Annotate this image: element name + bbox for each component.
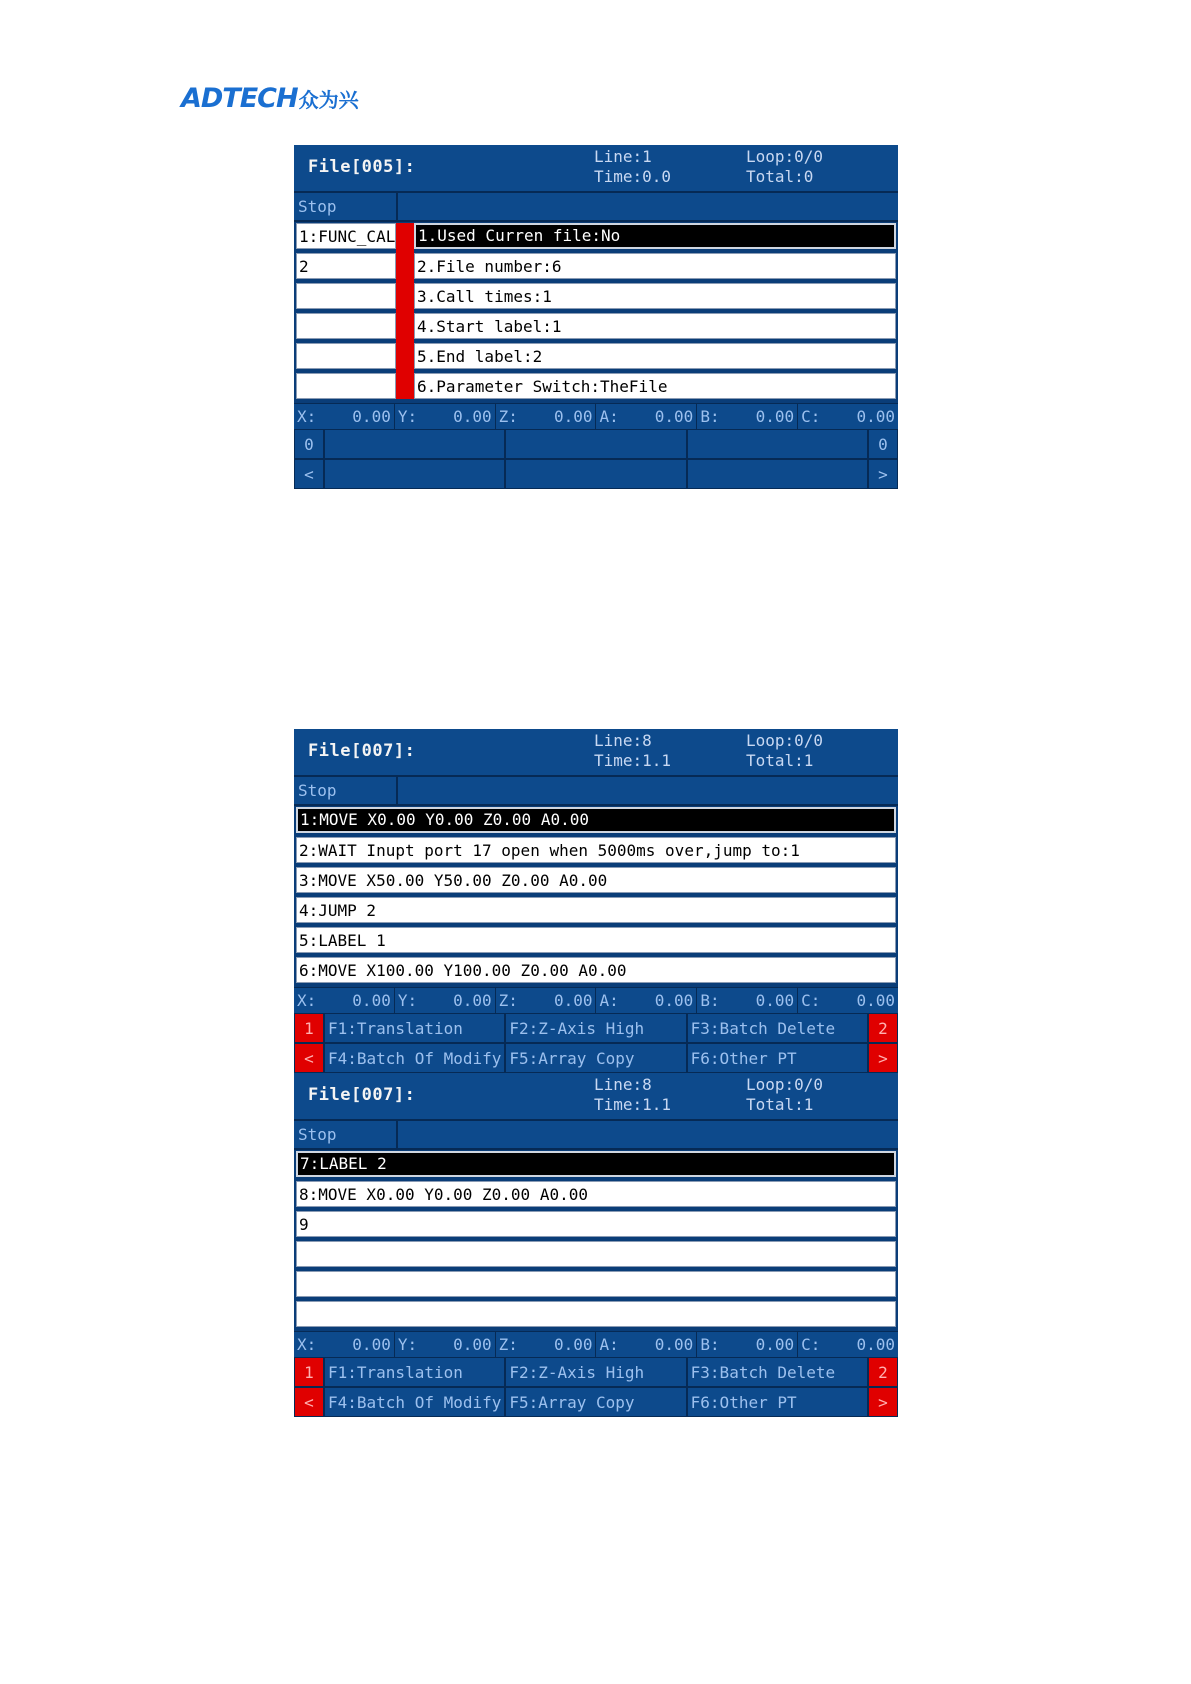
controller-screen-file-007-page-1	[294, 729, 898, 1073]
parameter-field[interactable]: 6.Parameter Switch:TheFile	[414, 373, 896, 399]
status-bar	[294, 777, 898, 806]
program-line[interactable]: 3:MOVE X50.00 Y50.00 Z0.00 A0.00	[296, 867, 896, 893]
next-page-icon[interactable]: >	[868, 1043, 898, 1073]
axis-b: B: 0.00	[697, 404, 798, 429]
controller-screen-file-007-page-2	[294, 1073, 898, 1417]
function-key[interactable]	[324, 459, 505, 489]
axis-a: A: 0.00	[596, 404, 697, 429]
status-bar	[294, 1121, 898, 1150]
f2-z-axis-high-key[interactable]: F2:Z-Axis High	[505, 1013, 686, 1043]
program-line[interactable]: 5:LABEL 1	[296, 927, 896, 953]
axis-z: Z: 0.00	[496, 988, 597, 1013]
parameter-field-selected[interactable]: 1.Used Curren file:No	[414, 223, 896, 249]
function-key-bar	[294, 429, 898, 489]
loop-indicator: Loop:0/0	[746, 147, 824, 166]
axis-x: X: 0.00	[294, 404, 395, 429]
run-status: Stop	[294, 193, 398, 220]
time-indicator: Time:0.0	[594, 167, 672, 186]
program-line[interactable]	[296, 343, 396, 369]
axis-c: C: 0.00	[801, 407, 895, 426]
axis-b: B: 0.00	[697, 988, 798, 1013]
axis-coordinates	[294, 987, 898, 1013]
f6-other-pt-key[interactable]: F6:Other PT	[687, 1387, 868, 1417]
screen-header	[294, 145, 898, 193]
file-name: File[007]:	[308, 1085, 416, 1105]
f5-array-copy-key[interactable]: F5:Array Copy	[505, 1043, 686, 1073]
program-line[interactable]: 2:WAIT Inupt port 17 open when 5000ms over,jump to:1	[296, 837, 896, 863]
axis-a: A: 0.00	[596, 1332, 697, 1357]
total-indicator: Total:1	[746, 751, 814, 770]
program-line[interactable]: 9	[296, 1211, 896, 1237]
parameter-field[interactable]: 3.Call times:1	[414, 283, 896, 309]
axis-coordinates	[294, 403, 898, 429]
axis-z: Z: 0.00	[496, 404, 597, 429]
program-line[interactable]	[296, 313, 396, 339]
program-line[interactable]	[296, 373, 396, 399]
f6-other-pt-key[interactable]: F6:Other PT	[687, 1043, 868, 1073]
f3-batch-delete-key[interactable]: F3:Batch Delete	[687, 1357, 868, 1387]
f1-translation-key[interactable]: F1:Translation	[324, 1013, 505, 1043]
program-line[interactable]: 2	[296, 253, 396, 279]
parameter-field[interactable]: 4.Start label:1	[414, 313, 896, 339]
program-line[interactable]: 4:JUMP 2	[296, 897, 896, 923]
f1-translation-key[interactable]: F1:Translation	[324, 1357, 505, 1387]
page-indicator-left: 0	[294, 429, 324, 459]
file-name: File[005]:	[308, 157, 416, 177]
axis-y: Y: 0.00	[395, 988, 496, 1013]
parameter-field[interactable]: 2.File number:6	[414, 253, 896, 279]
axis-b: B: 0.00	[697, 1332, 798, 1357]
program-line[interactable]: 1:FUNC_CAL	[296, 223, 396, 249]
next-page-icon[interactable]: >	[868, 1387, 898, 1417]
axis-x: X: 0.00	[294, 1332, 395, 1357]
loop-indicator: Loop:0/0	[746, 1075, 824, 1094]
logo-brand: ADTECH	[181, 82, 298, 114]
program-line[interactable]: 6:MOVE X100.00 Y100.00 Z0.00 A0.00	[296, 957, 896, 983]
axis-x: X: 0.00	[294, 988, 395, 1013]
prev-page-icon[interactable]: <	[294, 1387, 324, 1417]
axis-y: Y: 0.00	[395, 1332, 496, 1357]
page-indicator-right: 2	[868, 1013, 898, 1043]
status-bar	[294, 193, 898, 222]
function-key[interactable]	[687, 459, 868, 489]
screen-header	[294, 1073, 898, 1121]
time-indicator: Time:1.1	[594, 1095, 672, 1114]
time-indicator: Time:1.1	[594, 751, 672, 770]
logo-chinese-name: 众为兴	[298, 87, 359, 112]
page-indicator-left: 1	[294, 1013, 324, 1043]
f5-array-copy-key[interactable]: F5:Array Copy	[505, 1387, 686, 1417]
function-key-bar	[294, 1013, 898, 1073]
f2-z-axis-high-key[interactable]: F2:Z-Axis High	[505, 1357, 686, 1387]
f3-batch-delete-key[interactable]: F3:Batch Delete	[687, 1013, 868, 1043]
page-indicator-right: 0	[868, 429, 898, 459]
axis-c: C: 0.00	[801, 991, 895, 1010]
program-list	[294, 1150, 898, 1327]
prev-page-icon[interactable]: <	[294, 1043, 324, 1073]
function-key-bar	[294, 1357, 898, 1417]
page-indicator-right: 2	[868, 1357, 898, 1387]
function-key[interactable]	[505, 429, 686, 459]
total-indicator: Total:0	[746, 167, 814, 186]
axis-a: A: 0.00	[596, 988, 697, 1013]
program-line[interactable]	[296, 1301, 896, 1327]
file-name: File[007]:	[308, 741, 416, 761]
adtech-logo	[181, 82, 359, 114]
program-line[interactable]: 8:MOVE X0.00 Y0.00 Z0.00 A0.00	[296, 1181, 896, 1207]
function-key[interactable]	[505, 459, 686, 489]
run-status: Stop	[294, 1121, 398, 1148]
function-key[interactable]	[687, 429, 868, 459]
program-line[interactable]	[296, 1271, 896, 1297]
axis-c: C: 0.00	[801, 1335, 895, 1354]
program-line[interactable]	[296, 1241, 896, 1267]
program-list	[294, 806, 898, 983]
page-indicator-left: 1	[294, 1357, 324, 1387]
line-indicator: Line:1	[594, 147, 652, 166]
parameter-field[interactable]: 5.End label:2	[414, 343, 896, 369]
total-indicator: Total:1	[746, 1095, 814, 1114]
run-status: Stop	[294, 777, 398, 804]
controller-screen-file-005	[294, 145, 898, 489]
line-indicator: Line:8	[594, 1075, 652, 1094]
screen-header	[294, 729, 898, 777]
program-line-selected[interactable]: 1:MOVE X0.00 Y0.00 Z0.00 A0.00	[296, 807, 896, 833]
parameter-editor	[294, 222, 898, 403]
axis-y: Y: 0.00	[395, 404, 496, 429]
line-indicator: Line:8	[594, 731, 652, 750]
selection-divider	[396, 223, 414, 399]
next-page-icon[interactable]: >	[868, 459, 898, 489]
function-key[interactable]	[324, 429, 505, 459]
loop-indicator: Loop:0/0	[746, 731, 824, 750]
f4-batch-modify-key[interactable]: F4:Batch Of Modify	[324, 1387, 505, 1417]
program-line-selected[interactable]: 7:LABEL 2	[296, 1151, 896, 1177]
prev-page-icon[interactable]: <	[294, 459, 324, 489]
axis-z: Z: 0.00	[496, 1332, 597, 1357]
f4-batch-modify-key[interactable]: F4:Batch Of Modify	[324, 1043, 505, 1073]
axis-coordinates	[294, 1331, 898, 1357]
program-line[interactable]	[296, 283, 396, 309]
